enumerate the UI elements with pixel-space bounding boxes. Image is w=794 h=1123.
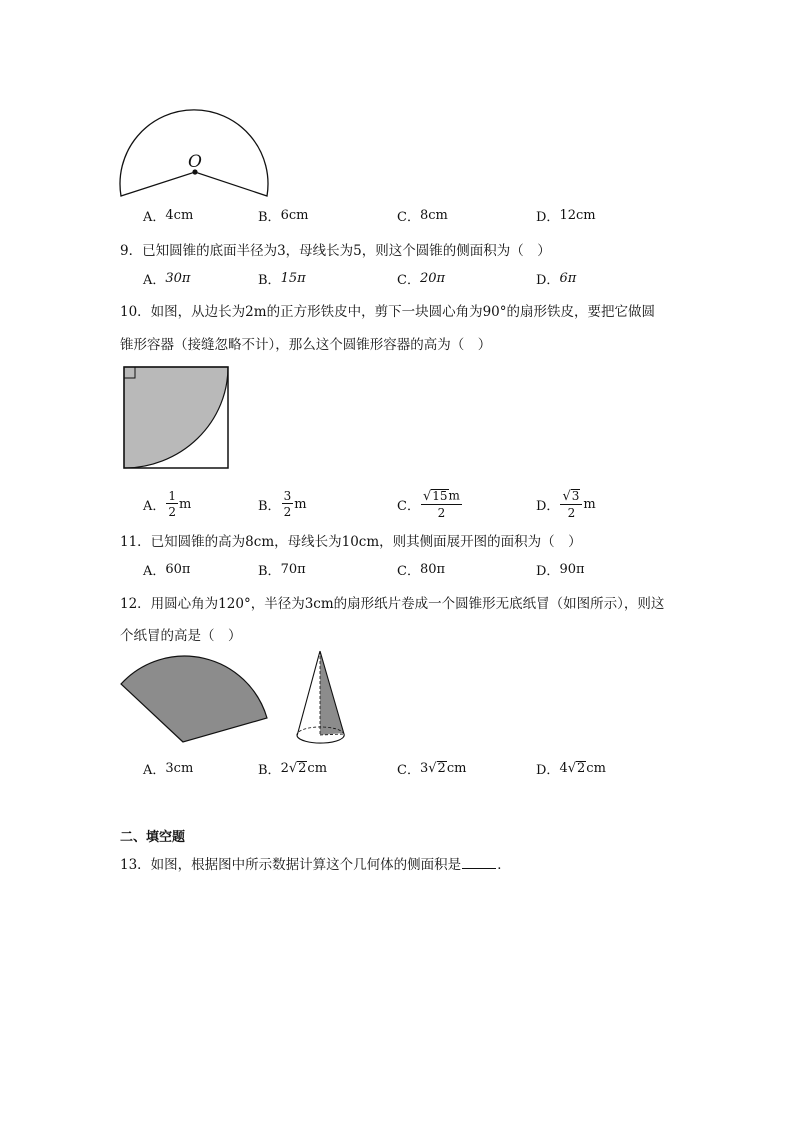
q8-option-d[interactable] <box>536 203 596 227</box>
option-letter: C． <box>397 563 420 579</box>
q12-sector-shape <box>121 656 267 742</box>
option-text: 6π <box>559 270 577 286</box>
q10-option-b[interactable] <box>258 487 307 521</box>
q12-cone-left-edge <box>297 651 320 736</box>
sqrt-icon: √ 2 <box>567 760 586 777</box>
q8-center-label: O <box>188 152 202 172</box>
unit: m <box>179 496 192 512</box>
option-letter: B． <box>258 272 281 288</box>
section-title: 二、填空题 <box>120 830 186 845</box>
q8-option-a[interactable] <box>143 203 193 227</box>
option-letter: B． <box>258 209 281 225</box>
q8-options <box>143 203 703 227</box>
fraction: √ 15 m 2 <box>422 488 460 520</box>
sqrt-icon: √ 3 <box>562 488 580 504</box>
option-text: 15π <box>280 270 306 286</box>
option-letter: D． <box>536 272 560 288</box>
option-letter: A． <box>143 563 166 579</box>
sqrt-icon: √ 2 <box>288 760 307 777</box>
q12-option-d[interactable]: D． 4 √ 2 cm <box>536 760 606 778</box>
option-letter: A． <box>143 209 166 225</box>
option-text: 80π <box>419 561 446 577</box>
option-letter: D． <box>536 563 560 579</box>
q12-cone-figure <box>294 648 350 748</box>
q10-quarter-sector <box>124 367 228 468</box>
q11-option-c[interactable] <box>397 557 445 581</box>
q11-option-a[interactable] <box>143 557 190 581</box>
option-text: 6cm <box>280 207 309 223</box>
option-letter: C． <box>397 209 420 225</box>
q12-stem-line1: 12．用圆心角为120°，半径为3cm的扇形纸片卷成一个圆锥形无底纸冒（如图所示），则这 <box>120 596 665 612</box>
fraction: $\frac{3}{2}$ <box>283 489 292 519</box>
q9-option-a[interactable] <box>143 266 190 290</box>
q11-option-b[interactable] <box>258 557 306 581</box>
unit: m <box>583 496 596 512</box>
q10-option-d[interactable] <box>536 487 596 521</box>
q9-stem: 9．已知圆锥的底面半径为3，母线长为5，则这个圆锥的侧面积为（ ） <box>120 243 551 259</box>
q10-stem-line2: 锥形容器（接缝忽略不计），那么这个圆锥形容器的高为（ ） <box>120 337 492 353</box>
q10-options <box>143 487 703 521</box>
option-text: 30π <box>165 270 191 286</box>
q12-options <box>143 756 703 780</box>
sqrt-icon: √ 15 <box>422 488 448 504</box>
option-text: 20π <box>419 270 446 286</box>
option-text: 70π <box>280 561 306 577</box>
q13-answer-blank[interactable] <box>462 856 496 869</box>
option-text: 3cm <box>165 760 194 776</box>
option-letter: C． <box>397 498 420 514</box>
option-letter: B． <box>258 498 281 514</box>
option-letter: C． <box>397 762 420 778</box>
sqrt-icon: √ 2 <box>428 760 446 777</box>
fraction: √ 3 2 <box>560 489 582 519</box>
q11-stem: 11．已知圆锥的高为8cm，母线长为10cm，则其侧面展开图的面积为（ ） <box>120 534 582 550</box>
option-letter: A． <box>143 498 166 514</box>
q8-option-c[interactable] <box>397 203 448 227</box>
option-text: 4cm <box>165 207 194 223</box>
q10-option-a[interactable] <box>143 487 191 521</box>
option-letter: A． <box>143 272 166 288</box>
option-text: 12cm <box>559 207 596 223</box>
q12-option-a[interactable] <box>143 756 193 780</box>
q12-sector-figure <box>118 654 272 746</box>
q8-option-b[interactable] <box>258 203 308 227</box>
option-letter: D． <box>536 762 560 778</box>
q13-tail: ． <box>497 857 511 873</box>
option-letter: D． <box>536 209 560 225</box>
option-letter: B． <box>258 563 281 579</box>
q12-option-b[interactable]: B． 2 √ 2 cm <box>258 760 328 778</box>
q10-square-sector-figure <box>121 364 231 472</box>
option-text: 60π <box>165 561 191 577</box>
q11-option-d[interactable] <box>536 557 585 581</box>
q9-options <box>143 266 703 290</box>
fraction: $\frac{1}{2}$ <box>168 489 177 519</box>
option-letter: A． <box>143 762 166 778</box>
option-letter: B． <box>258 762 281 778</box>
q12-stem-line2: 个纸冒的高是（ ） <box>120 628 242 644</box>
option-text: 8cm <box>419 207 448 223</box>
q11-options <box>143 557 703 581</box>
q9-option-b[interactable] <box>258 266 306 290</box>
option-letter: C． <box>397 272 420 288</box>
q10-stem-line1: 10．如图，从边长为2m的正方形铁皮中，剪下一块圆心角为90°的扇形铁皮，要把它做圆 <box>120 304 655 320</box>
q9-option-d[interactable] <box>536 266 576 290</box>
q12-option-c[interactable]: C． 3 √ 2 cm <box>397 760 467 778</box>
q13-stem-line <box>120 853 511 873</box>
option-letter: D． <box>536 498 560 514</box>
option-text: 90π <box>559 561 585 577</box>
q10-option-c[interactable] <box>397 487 463 521</box>
unit: m <box>294 496 307 512</box>
q8-sector-figure <box>115 92 275 204</box>
q9-option-c[interactable] <box>397 266 445 290</box>
q13-stem: 13．如图，根据图中所示数据计算这个几何体的侧面积是 <box>120 857 462 873</box>
